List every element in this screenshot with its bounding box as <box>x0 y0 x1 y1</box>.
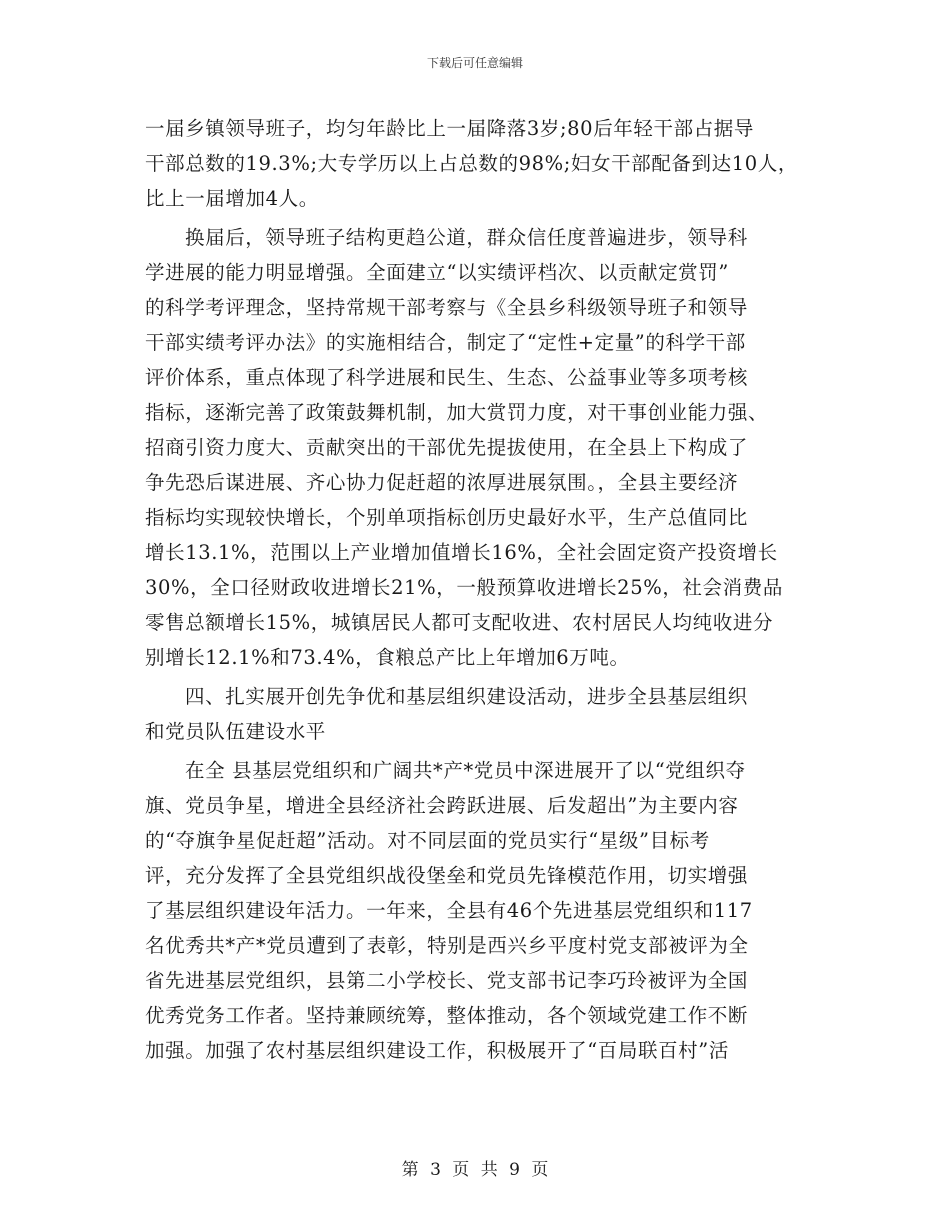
text-line: 招商引资力度大、贡献突出的干部优先提拔使用，在全县上下构成了 <box>145 436 749 459</box>
text-line: 学进展的能力明显增强。全面建立“以实绩评档次、以贡献定赏罚” <box>145 261 729 284</box>
text-line: 评，充分发挥了全县党组织战役堡垒和党员先锋模范作用，切实增强 <box>145 864 749 887</box>
text-line: 换届后，领导班子结构更趋公道，群众信任度普遍进步，领导科 <box>185 226 748 249</box>
text-line: 干部总数的19.3%;大专学历以上占总数的98%;妇女干部配备到达10人， <box>145 152 798 175</box>
text-line: 零售总额增长15%，城镇居民人都可支配收进、农村居民人均纯收进分 <box>145 611 774 634</box>
text-line: 优秀党务工作者。坚持兼顾统筹，整体推动，各个领域党建工作不断 <box>145 1004 749 1027</box>
text-line: 了基层组织建设年活力。一年来，全县有46个先进基层党组织和117 <box>145 899 753 922</box>
text-line: 30%，全口径财政收进增长21%，一般预算收进增长25%，社会消费品 <box>145 576 783 599</box>
section-heading-line: 四、扎实展开创先争优和基层组织建设活动，进步全县基层组织 <box>185 685 748 708</box>
text-line: 别增长12.1%和73.4%，食粮总产比上年增加6万吨。 <box>145 646 630 669</box>
text-line: 干部实绩考评办法》的实施相结合，制定了“定性+定量”的科学干部 <box>145 331 746 354</box>
text-line: 指标，逐渐完善了政策鼓舞机制，加大赏罚力度，对干事创业能力强、 <box>145 401 769 424</box>
text-line: 的“夺旗争星促赶超”活动。对不同层面的党员实行“星级”目标考 <box>145 829 710 852</box>
text-line: 加强。加强了农村基层组织建设工作，积极展开了“百局联百村”活 <box>145 1039 729 1062</box>
text-line: 旗、党员争星，增进全县经济社会跨跃进展、后发超出”为主要内容 <box>145 794 739 817</box>
page-header: 下载后可任意编辑 <box>426 56 523 70</box>
text-line: 争先恐后谋进展、齐心协力促赶超的浓厚进展氛围。，全县主要经济 <box>145 471 739 494</box>
text-line: 名优秀共*产*党员遭到了表彰，特别是西兴乡平度村党支部被评为全 <box>145 934 749 957</box>
text-line: 在全 县基层党组织和广阔共*产*党员中深进展开了以“党组织夺 <box>185 759 746 782</box>
text-line: 的科学考评理念，坚持常规干部考察与《全县乡科级领导班子和领导 <box>145 296 749 319</box>
page-number-footer: 第 3 页 共 9 页 <box>401 1160 549 1180</box>
text-line: 省先进基层党组织，县第二小学校长、党支部书记李巧玲被评为全国 <box>145 969 749 992</box>
text-line: 指标均实现较快增长，个别单项指标创历史最好水平，生产总值同比 <box>145 506 749 529</box>
section-heading-line: 和党员队伍建设水平 <box>145 720 326 743</box>
text-line: 一届乡镇领导班子，均匀年龄比上一届降落3岁;80后年轻干部占据导 <box>145 117 754 140</box>
text-line: 比上一届增加4人。 <box>145 187 319 210</box>
text-line: 评价体系，重点体现了科学进展和民生、生态、公益事业等多项考核 <box>145 366 749 389</box>
text-line: 增长13.1%，范围以上产业增加值增长16%，全社会固定资产投资增长 <box>145 541 778 564</box>
